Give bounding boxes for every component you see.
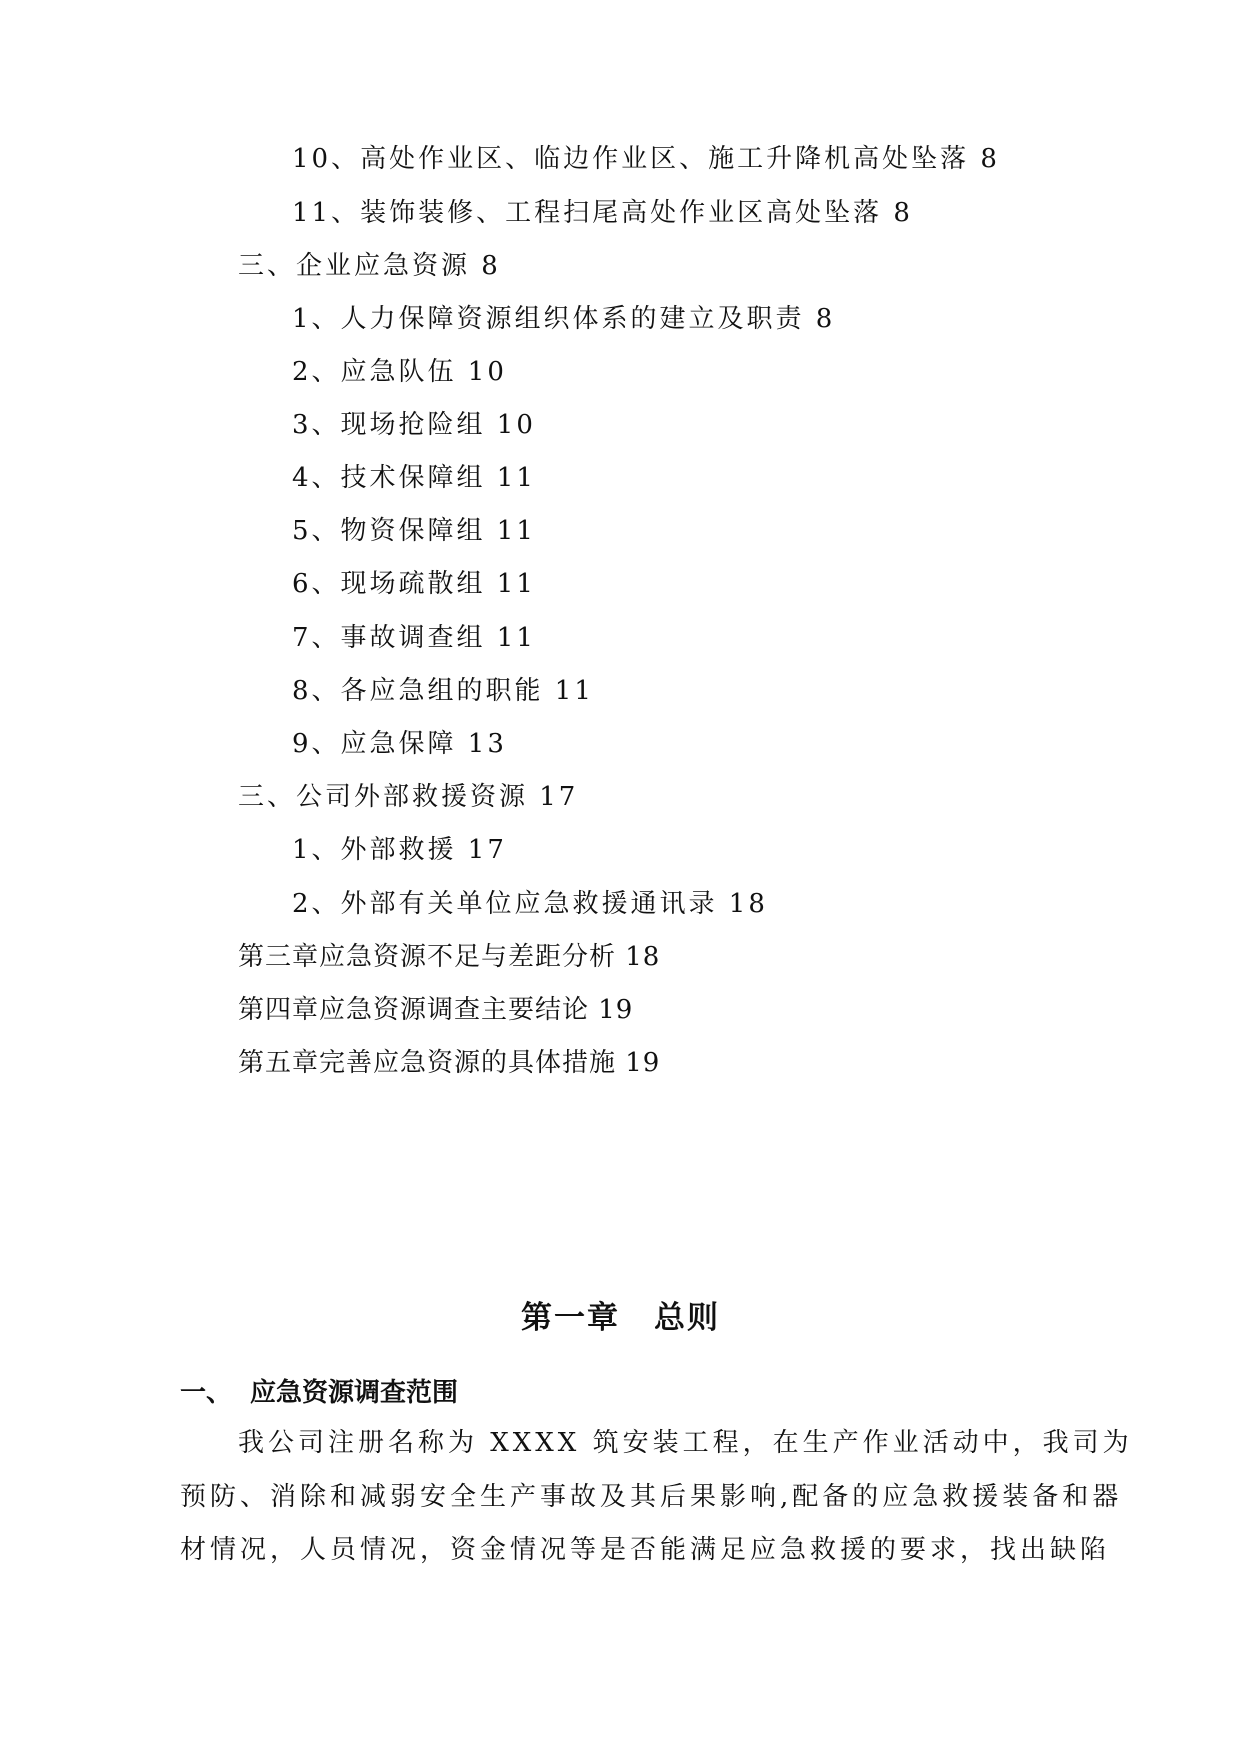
chapter-heading <box>0 1292 1241 1337</box>
chapter-title: 总则 <box>654 1300 720 1336</box>
chapter-label: 第一章 <box>521 1300 620 1336</box>
toc-entry[interactable]: 8、各应急组的职能 11 <box>292 676 594 706</box>
toc-entry[interactable]: 第三章应急资源不足与差距分析 18 <box>238 942 661 972</box>
toc-entry[interactable]: 4、技术保障组 11 <box>292 463 536 493</box>
toc-entry[interactable]: 三、企业应急资源 8 <box>238 251 501 281</box>
toc-entry[interactable]: 2、应急队伍 10 <box>292 357 507 387</box>
section-title: 应急资源调查范围 <box>250 1378 459 1408</box>
section-number: 一、 <box>180 1378 233 1408</box>
section-heading <box>180 1372 458 1409</box>
paragraph-line: 我公司注册名称为 XXXX 筑安装工程，在生产作业活动中，我司为 <box>238 1428 1133 1458</box>
toc-entry[interactable]: 9、应急保障 13 <box>292 729 507 759</box>
toc-entry[interactable]: 1、外部救援 17 <box>292 835 507 865</box>
toc-entry[interactable]: 11、装饰装修、工程扫尾高处作业区高处坠落 8 <box>292 198 913 228</box>
paragraph-line: 材情况，人员情况，资金情况等是否能满足应急救援的要求，找出缺陷 <box>180 1535 1111 1565</box>
toc-entry[interactable]: 三、公司外部救援资源 17 <box>238 782 579 812</box>
toc-entry[interactable]: 3、现场抢险组 10 <box>292 410 536 440</box>
toc-entry[interactable]: 7、事故调查组 11 <box>292 623 536 653</box>
toc-entry[interactable]: 第五章完善应急资源的具体措施 19 <box>238 1048 661 1078</box>
toc-entry[interactable]: 10、高处作业区、临边作业区、施工升降机高处坠落 8 <box>292 144 1000 174</box>
paragraph-line: 预防、消除和减弱安全生产事故及其后果影响,配备的应急救援装备和器 <box>180 1482 1123 1512</box>
toc-entry[interactable]: 2、外部有关单位应急救援通讯录 18 <box>292 889 768 919</box>
toc-entry[interactable]: 1、人力保障资源组织体系的建立及职责 8 <box>292 304 836 334</box>
toc-entry[interactable]: 5、物资保障组 11 <box>292 516 536 546</box>
toc-entry[interactable]: 6、现场疏散组 11 <box>292 569 536 599</box>
toc-entry[interactable]: 第四章应急资源调查主要结论 19 <box>238 995 634 1025</box>
